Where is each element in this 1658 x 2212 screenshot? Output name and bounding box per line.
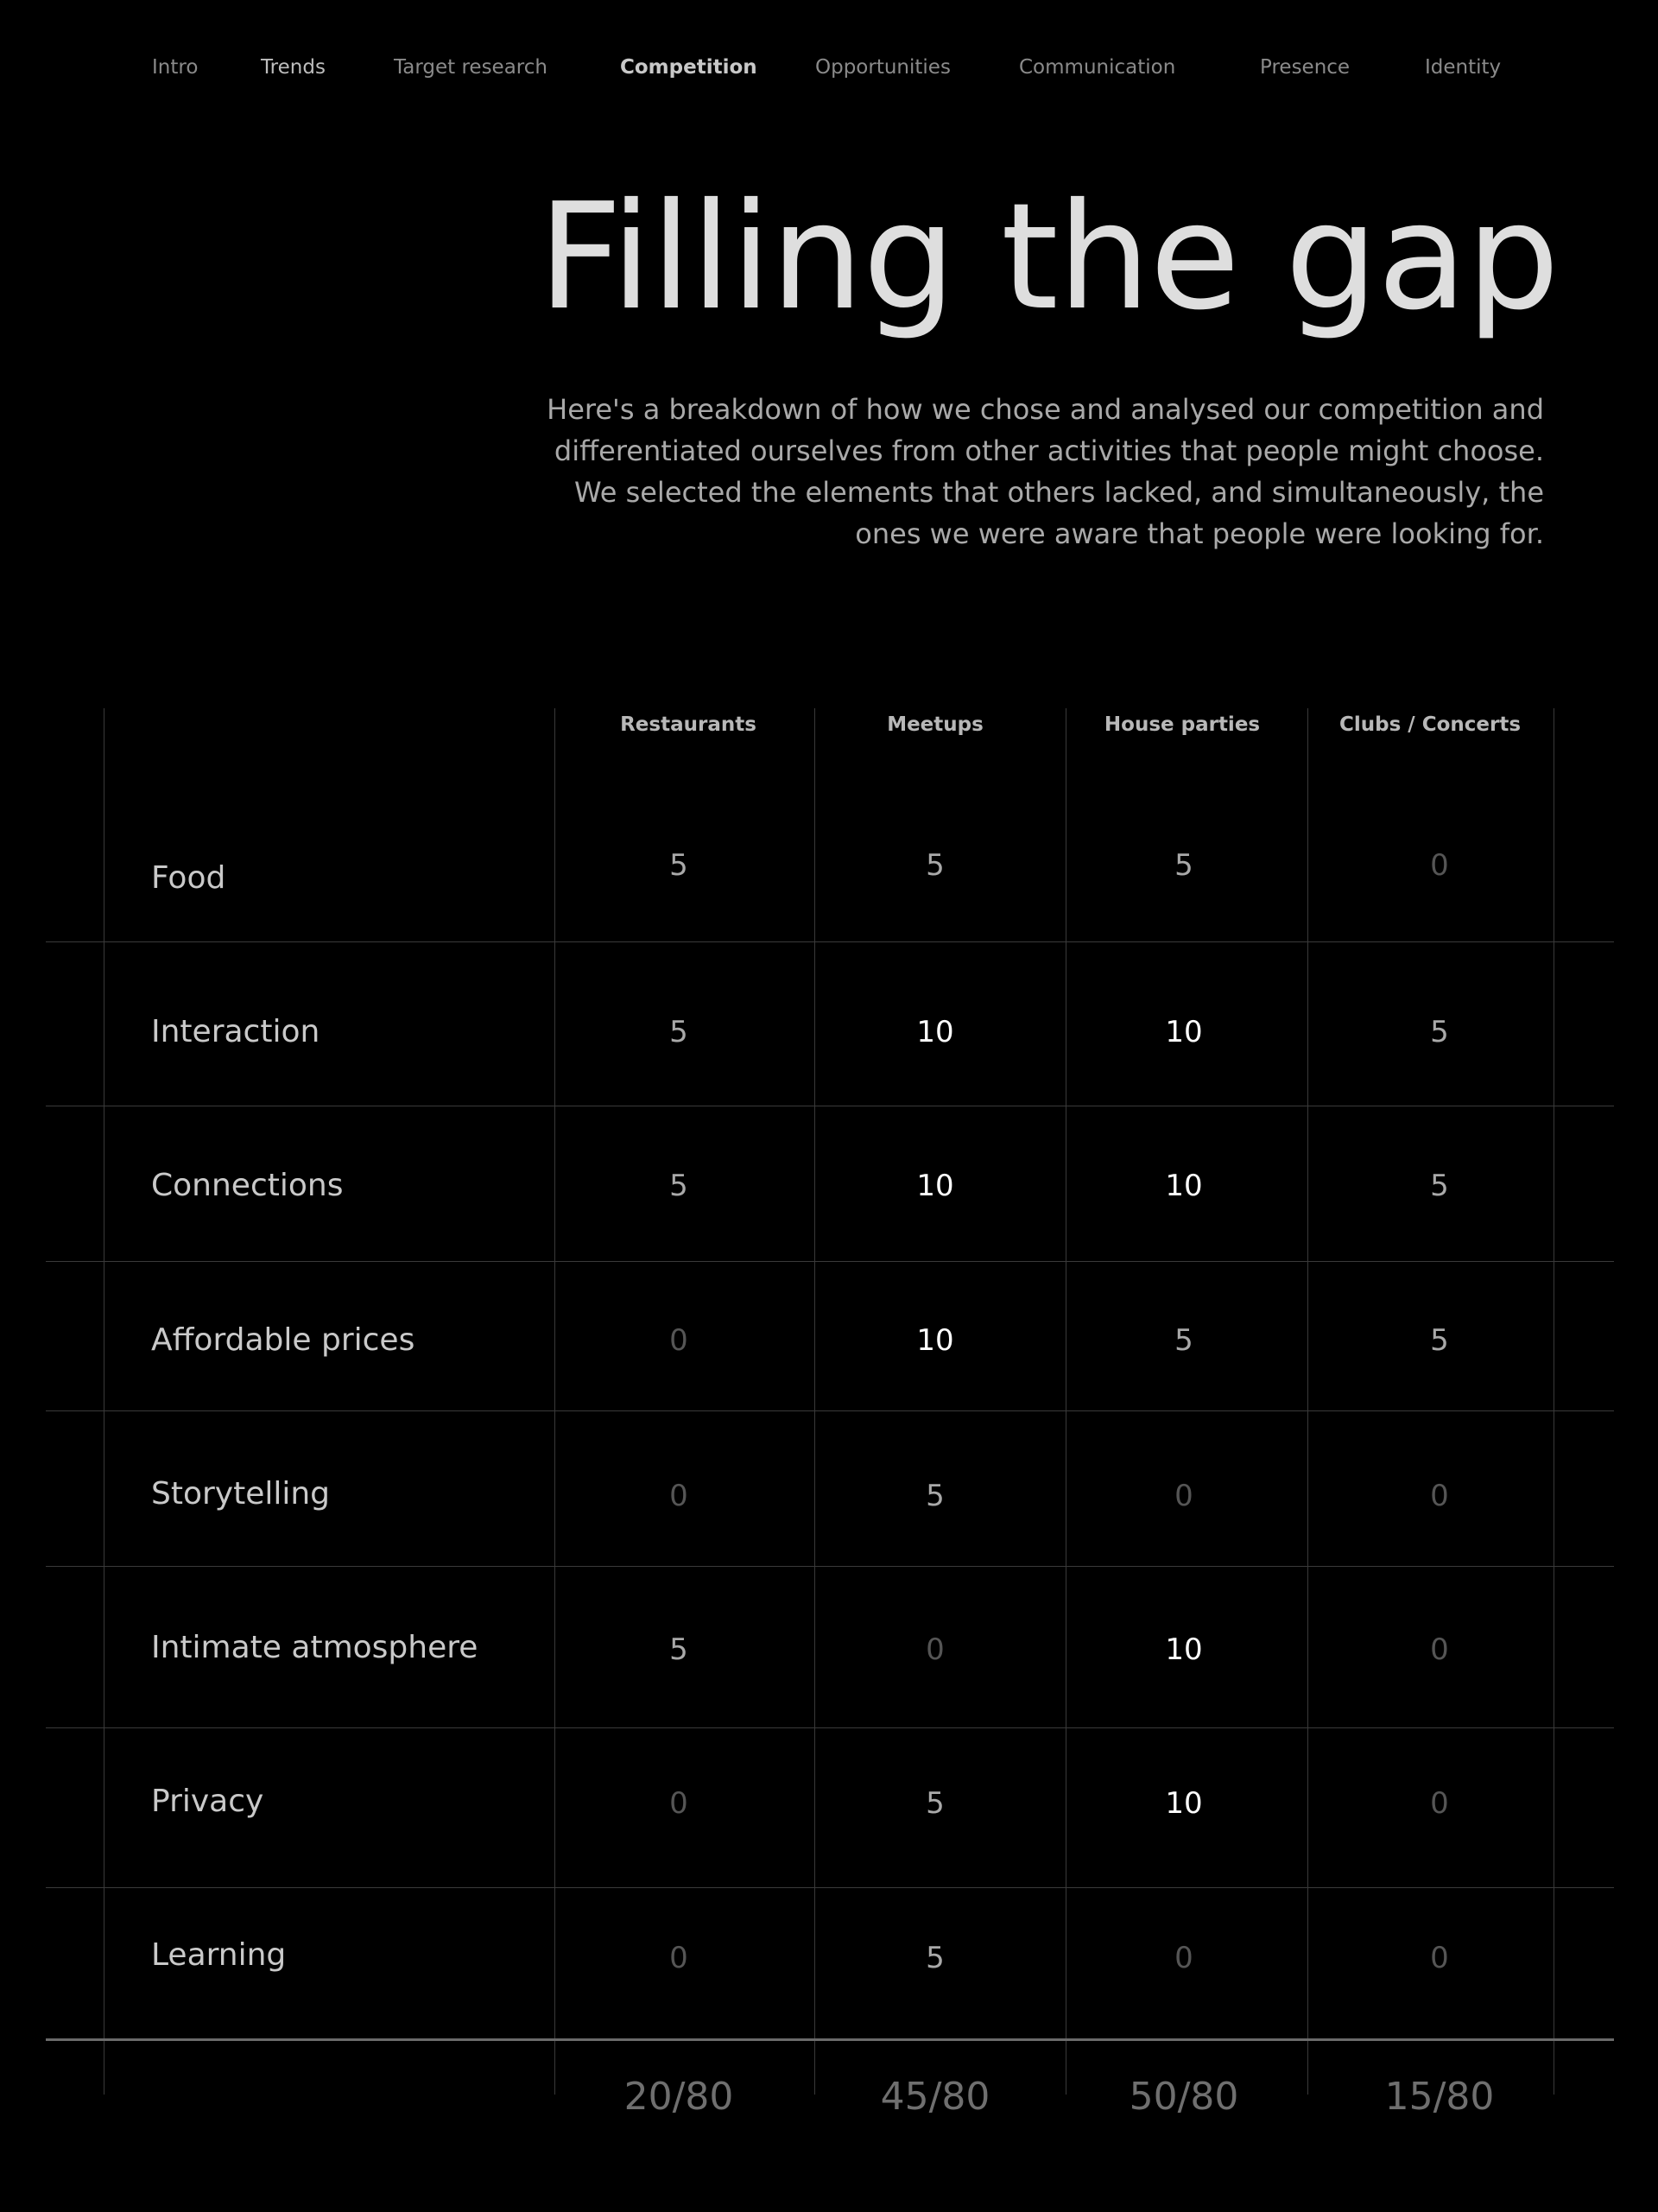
column-header-house-parties: House parties [1104,713,1261,736]
table-cell: 10 [1165,1169,1203,1203]
table-cell: 5 [1430,1015,1449,1049]
page-title: Filling the gap [537,172,1559,343]
column-header-clubs-concerts: Clubs / Concerts [1338,713,1522,736]
nav-item-opportunities[interactable]: Opportunities [815,56,951,79]
table-cell: 5 [1174,1323,1193,1358]
grid-hline [46,941,1614,942]
table-cell: 0 [669,1323,688,1358]
table-cell: 0 [1430,1941,1449,1975]
table-cell: 5 [926,1786,945,1821]
grid-hline [46,1727,1614,1728]
nav-item-target-research[interactable]: Target research [394,56,547,79]
total-clubs-concerts: 15/80 [1384,2075,1495,2119]
table-cell: 10 [916,1323,954,1358]
table-cell: 0 [669,1786,688,1821]
table-cell: 0 [669,1941,688,1975]
table-cell: 0 [669,1479,688,1513]
nav-item-intro[interactable]: Intro [152,56,199,79]
table-cell: 0 [1430,1786,1449,1821]
table-cell: 5 [669,1169,688,1203]
top-nav [0,54,1658,81]
table-cell: 0 [1430,1479,1449,1513]
row-label: Storytelling [151,1476,331,1512]
table-cell: 10 [916,1169,954,1203]
column-header-restaurants: Restaurants [620,713,756,736]
column-header-meetups: Meetups [887,713,984,736]
table-cell: 10 [1165,1786,1203,1821]
table-cell: 0 [1430,1632,1449,1667]
row-label: Intimate atmosphere [151,1630,478,1665]
table-cell: 5 [1430,1323,1449,1358]
table-cell: 10 [1165,1632,1203,1667]
table-cell: 5 [926,1479,945,1513]
nav-item-identity[interactable]: Identity [1425,56,1502,79]
grid-hline [46,1566,1614,1567]
table-cell: 5 [669,848,688,883]
nav-item-communication[interactable]: Communication [1019,56,1176,79]
page-description: Here's a breakdown of how we chose and analysed our competition and differentiated ourselves from other activities that people might choose. We selected the elements that others lacked, and simultaneously, the ones we were aware that people were looking for. [547,393,1544,550]
nav-item-competition[interactable]: Competition [620,56,757,79]
grid-hline [46,1410,1614,1411]
total-meetups: 45/80 [880,2075,990,2119]
table-cell: 10 [1165,1015,1203,1049]
total-house-parties: 50/80 [1129,2075,1239,2119]
row-label: Learning [151,1937,287,1973]
table-cell: 0 [1174,1941,1193,1975]
grid-vline [1307,708,1308,2095]
table-cell: 0 [926,1632,945,1667]
table-cell: 5 [1430,1169,1449,1203]
table-cell: 5 [926,848,945,883]
row-label: Affordable prices [151,1322,415,1358]
table-cell: 5 [1174,848,1193,883]
row-label: Food [151,860,226,896]
nav-item-trends[interactable]: Trends [261,56,326,79]
grid-hline [46,1261,1614,1262]
row-label: Connections [151,1168,344,1203]
total-restaurants: 20/80 [623,2075,734,2119]
table-cell: 5 [669,1632,688,1667]
nav-item-presence[interactable]: Presence [1260,56,1351,79]
grid-vline [814,708,815,2095]
table-cell: 0 [1430,848,1449,883]
grid-hline [46,1887,1614,1888]
table-cell: 10 [916,1015,954,1049]
grid-vline [554,708,555,2095]
table-cell: 0 [1174,1479,1193,1513]
grid-total-line [46,2038,1614,2041]
row-label: Privacy [151,1784,264,1819]
table-cell: 5 [926,1941,945,1975]
table-cell: 5 [669,1015,688,1049]
row-label: Interaction [151,1014,320,1049]
